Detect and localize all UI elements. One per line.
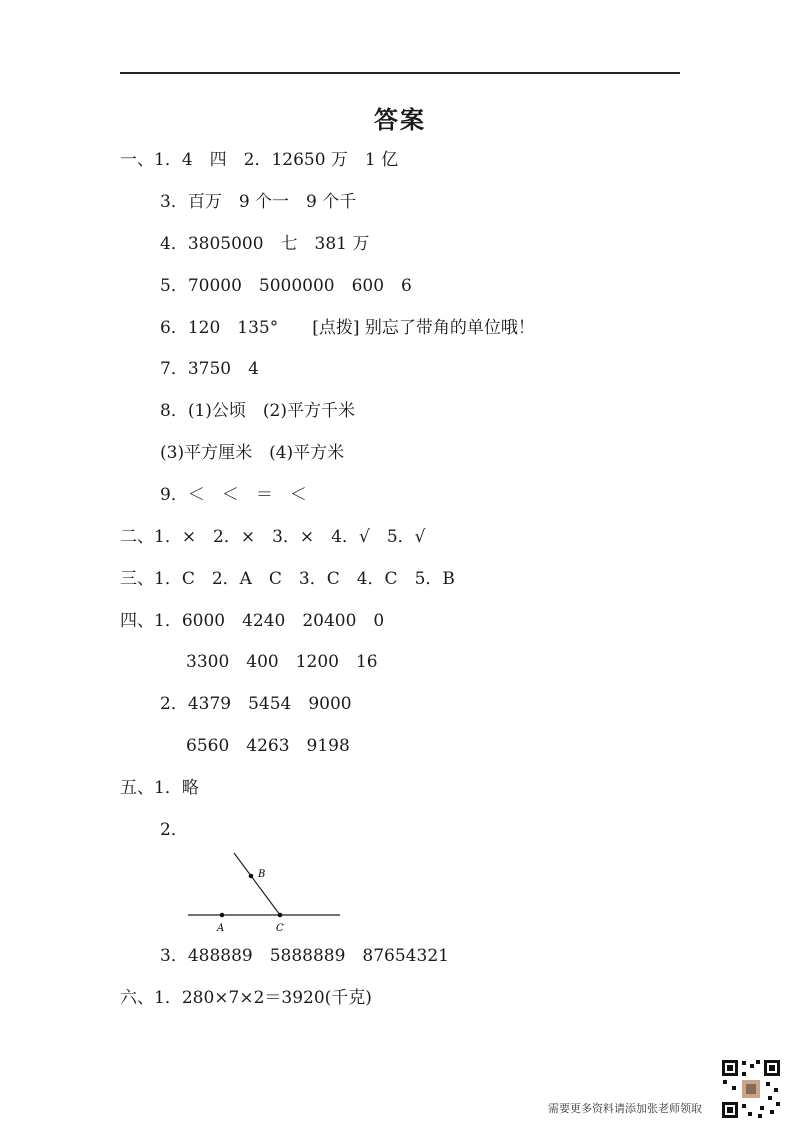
answer-line-18: 3．488889 5888889 87654321: [160, 946, 449, 966]
point-a: [220, 913, 225, 918]
label-b: B: [258, 869, 266, 880]
answer-line-7: 8．(1)公顷 (2)平方千米: [160, 401, 355, 421]
answer-line-10: 二、1．× 2．× 3．× 4．√ 5．√: [120, 527, 426, 547]
answer-line-1: 一、1．4 四 2．12650 万 1 亿: [120, 150, 399, 170]
ray-cb: [234, 853, 280, 915]
answer-line-15: 6560 4263 9198: [186, 736, 350, 756]
answer-line-13: 3300 400 1200 16: [186, 652, 378, 672]
answer-line-6: 7．3750 4: [160, 359, 259, 379]
geometry-figure: [180, 845, 350, 940]
answer-line-11: 三、1．C 2．A C 3．C 4．C 5．B: [120, 569, 455, 589]
answer-line-16: 五、1．略: [120, 778, 199, 798]
answer-line-2: 3．百万 9 个一 9 个千: [160, 192, 357, 212]
answer-line-4: 5．70000 5000000 600 6: [160, 276, 412, 296]
answer-line-8: (3)平方厘米 (4)平方米: [160, 443, 345, 463]
point-b: [249, 874, 254, 879]
page-title: 答案: [374, 106, 426, 134]
top-rule: [120, 72, 680, 74]
answer-line-19: 六、1．280×7×2＝3920(千克): [120, 988, 372, 1008]
qr-code-icon[interactable]: [720, 1058, 782, 1120]
label-a: A: [217, 923, 225, 934]
footer-note: 需要更多资料请添加张老师领取: [548, 1102, 702, 1115]
point-c: [278, 913, 283, 918]
answer-line-3: 4．3805000 七 381 万: [160, 234, 370, 254]
answer-line-12: 四、1．6000 4240 20400 0: [120, 611, 385, 631]
answer-line-17: 2．: [160, 820, 188, 840]
label-c: C: [276, 923, 284, 934]
answer-line-14: 2．4379 5454 9000: [160, 694, 352, 714]
answer-line-9: 9．＜ ＜ ＝ ＜: [160, 485, 307, 505]
answer-line-5: 6．120 135° [点拨] 别忘了带角的单位哦！: [160, 318, 535, 338]
